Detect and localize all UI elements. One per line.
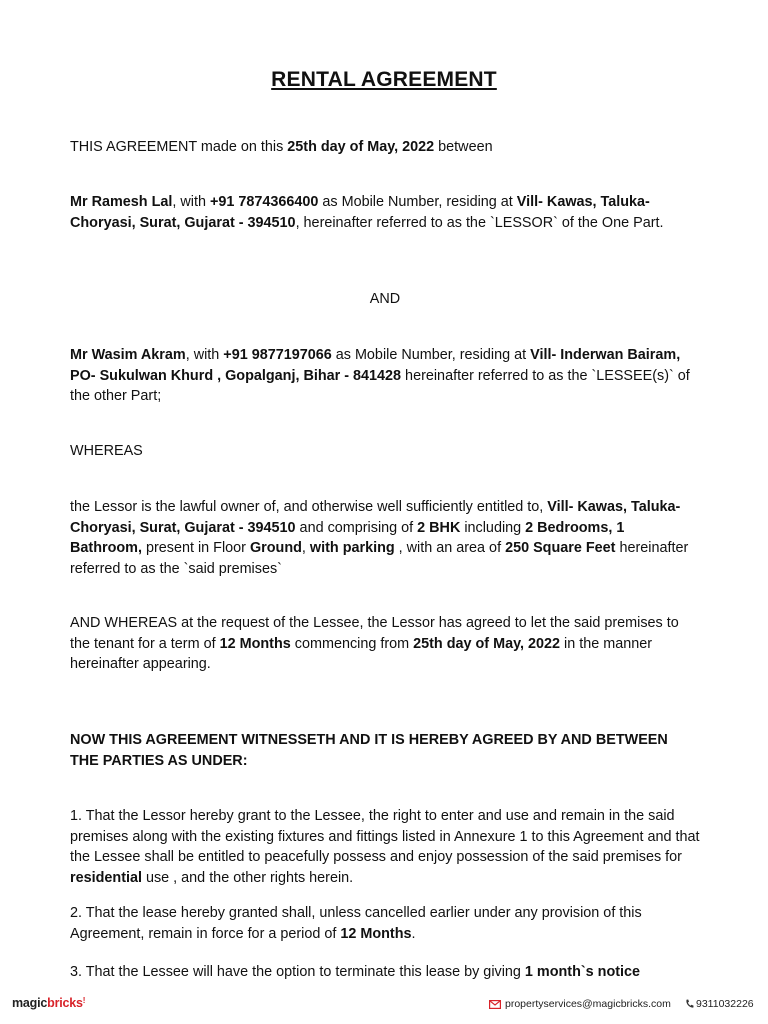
clause-1-use: residential (70, 869, 142, 886)
term-start-date: 25th day of May, 2022 (413, 635, 561, 652)
footer-email[interactable] (489, 998, 671, 1010)
lessor-paragraph: Mr Ramesh Lal, with +91 7874366400 as Mobile Number, residing at Vill- Kawas, Taluka-Choryasi, Surat, Gujarat - 394510, hereinafter referred to as the `LESSOR` of the One Part. (70, 194, 664, 231)
lessee-name: Mr Wasim Akram (70, 347, 186, 363)
clause-2-duration: 12 Months (340, 925, 412, 942)
premises-floor: Ground (249, 540, 302, 556)
whereas-heading: WHEREAS (70, 443, 143, 459)
footer-email-text: propertyservices@magicbricks.com (505, 998, 671, 1010)
lessee-mobile: +91 9877197066 (223, 347, 332, 363)
lessor-mobile: +91 7874366400 (209, 194, 319, 210)
lessee-paragraph: Mr Wasim Akram, with +91 9877197066 as Mobile Number, residing at Vill- Inderwan Bairam, PO- Sukulwan Khurd , Gopalganj, Bihar - 841428 hereinafter referred to as the `LESSEE(s)` of the other Part; (70, 347, 690, 404)
clause-3-notice: 1 month`s notice (524, 964, 641, 980)
premises-type: 2 BHK (417, 519, 461, 536)
term-duration: 12 Months (219, 635, 291, 652)
magicbricks-logo: magicbricks! (12, 996, 86, 1010)
witnesseth-heading: NOW THIS AGREEMENT WITNESSETH AND IT IS HEREBY AGREED BY AND BETWEEN THE PARTIES AS UNDER: (70, 732, 668, 769)
footer-phone-text: 9311032226 (696, 998, 754, 1010)
mail-icon (489, 1000, 501, 1009)
premises-paragraph: the Lessor is the lawful owner of, and otherwise well sufficiently entitled to, Vill- Kawas, Taluka-Choryasi, Surat, Gujarat - 394510 and comprising of 2 BHK including 2 Bedrooms, 1 Bathroom, present in Floor Ground, with parking , with an area of 250 Square Feet hereinafter referred to as the `said premises` (70, 499, 689, 577)
premises-rooms: 2 Bedrooms, 1 Bathroom, (70, 519, 625, 556)
phone-icon (685, 999, 694, 1009)
term-paragraph: AND WHEREAS at the request of the Lessee, the Lessor has agreed to let the said premises to the tenant for a term of 12 Months commencing from 25th day of May, 2022 in the manner hereinafter appearing. (70, 615, 679, 672)
lessor-name: Mr Ramesh Lal (70, 194, 173, 210)
agreement-date: 25th day of May, 2022 (287, 139, 435, 155)
footer-phone[interactable] (685, 998, 754, 1010)
intro-paragraph: THIS AGREEMENT made on this 25th day of May, 2022 between (70, 139, 493, 155)
document-title: RENTAL AGREEMENT (271, 68, 497, 91)
lessee-address: Vill- Inderwan Bairam, PO- Sukulwan Khurd , Gopalganj, Bihar - 841428 (70, 347, 681, 384)
clause-1: 1. That the Lessor hereby grant to the Lessee, the right to enter and use and remain in the said premises along with the existing fixtures and fittings listed in Annexure 1 to this Agreement and that the Lessee shall be entitled to peacefully possess and enjoy possession of the said premises for residential use , and the other rights herein. (70, 808, 700, 886)
page-footer (0, 992, 768, 1024)
clause-3: 3. That the Lessee will have the option to terminate this lease by giving 1 month`s notice (70, 964, 641, 980)
lessor-address: Vill- Kawas, Taluka-Choryasi, Surat, Gujarat - 394510 (70, 194, 650, 231)
clause-2: 2. That the lease hereby granted shall, unless cancelled earlier under any provision of this Agreement, remain in force for a period of 12 Months. (70, 905, 642, 942)
premises-address: Vill- Kawas, Taluka-Choryasi, Surat, Gujarat - 394510 (70, 499, 681, 536)
premises-area: 250 Square Feet (505, 540, 616, 556)
premises-parking: with parking (309, 540, 395, 556)
and-separator: AND (369, 291, 401, 307)
